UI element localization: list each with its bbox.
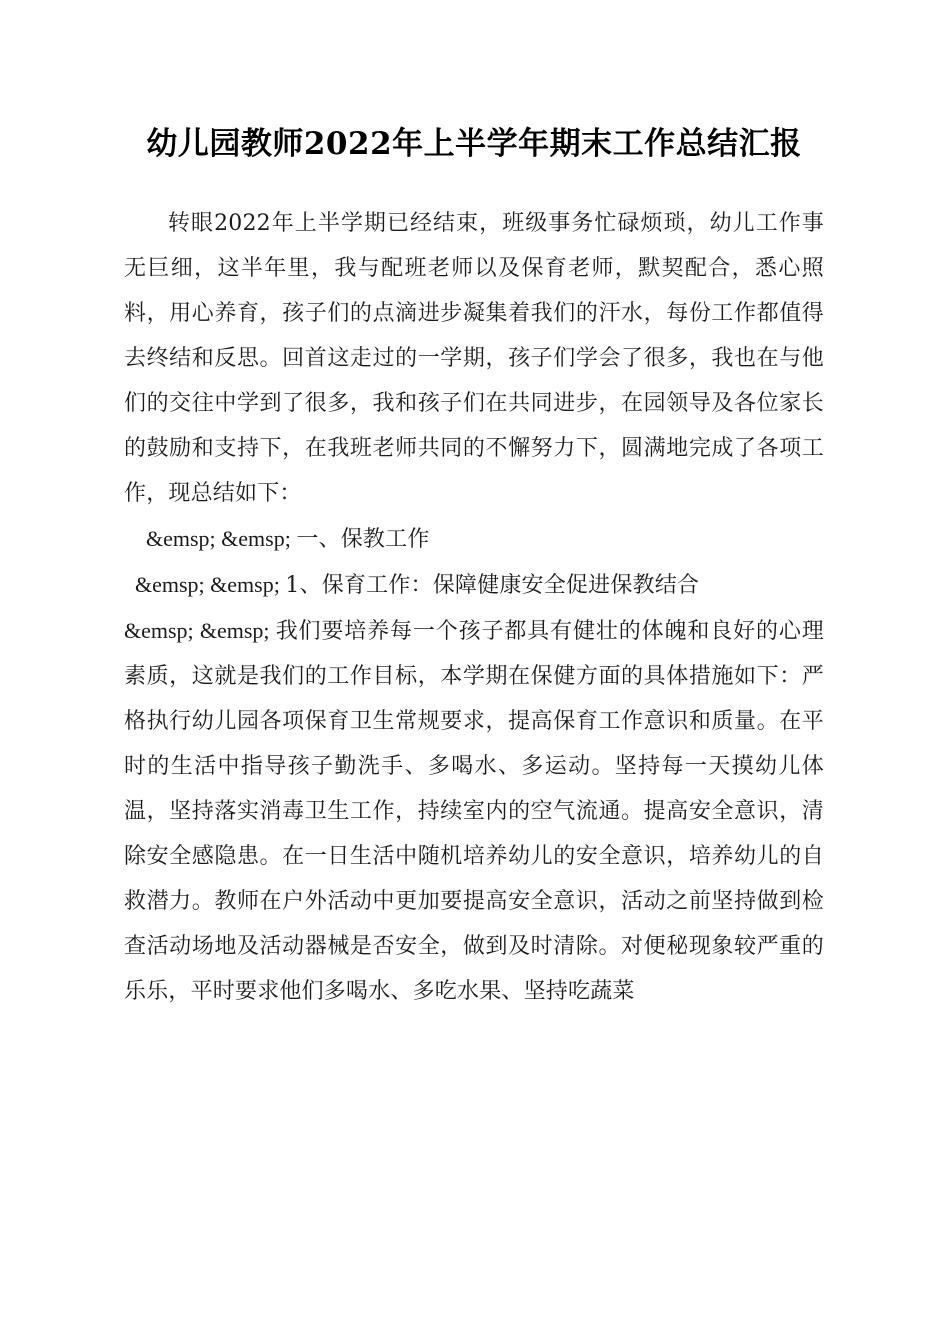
page-title: 幼儿园教师2022年上半学年期末工作总结汇报	[146, 126, 802, 162]
literal-entity-prefix: &emsp; &emsp;	[146, 526, 297, 551]
paragraph-intro: 转眼2022年上半学期已经结束，班级事务忙碌烦琐，幼儿工作事无巨细，这半年里，我与配班老师以及保育老师，默契配合，悉心照料，用心养育，孩子们的点滴进步凝集着我们的汗水，每份工作都值得去终结和反思。回首这走过的一学期，孩子们学会了很多，我也在与他们的交往中学到了很多，我和孩子们在共同进步，在园领导及各位家长的鼓励和支持下，在我班老师共同的不懈努力下，圆满地完成了各项工作，现总结如下：	[124, 211, 824, 506]
paragraph-heading-1: &emsp; &emsp; 一、保教工作	[146, 526, 430, 552]
document-body	[124, 0, 824, 1014]
paragraph-body-1-1: &emsp; &emsp; 我们要培养每一个孩子都具有健壮的体魄和良好的心理素质，这就是我们的工作目标，本学期在保健方面的具体措施如下：严格执行幼儿园各项保育卫生常规要求，提高保育工作意识和质量。在平时的生活中指导孩子勤洗手、多喝水、多运动。坚持每一天摸幼儿体温，坚持落实消毒卫生工作，持续室内的空气流通。提高安全意识，清除安全感隐患。在一日生活中随机培养幼儿的安全意识，培养幼儿的自救潜力。教师在户外活动中更加要提高安全意识，活动之前坚持做到检查活动场地及活动器械是否安全，做到及时清除。对便秘现象较严重的乐乐，平时要求他们多喝水、多吃水果、坚持吃蔬菜	[124, 618, 824, 1004]
paragraph-subheading-1-1: &emsp; &emsp; 1、保育工作：保障健康安全促进保教结合	[135, 572, 700, 598]
literal-entity-prefix: &emsp; &emsp;	[124, 618, 276, 643]
literal-entity-prefix: &emsp; &emsp;	[135, 572, 286, 597]
